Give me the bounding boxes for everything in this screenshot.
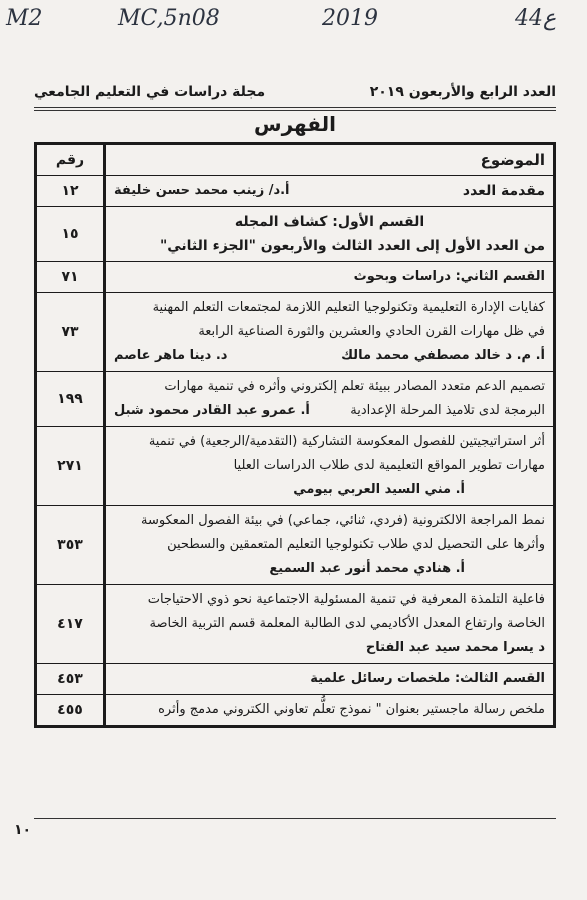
journal-title: مجلة دراسات في التعليم الجامعي: [34, 84, 266, 100]
article-title-line: أثر استراتيجيتين للفصول المعكوسة التشاركية (التقدمية/الرجعية) في تنمية: [148, 434, 545, 449]
table-row: [36, 585, 555, 664]
header-rule-2: [34, 110, 556, 111]
table-row: [36, 372, 555, 427]
article-title-line: ملخص رسالة ماجستير بعنوان " نموذج تعلُّم تعاوني الكتروني مدمج وأثره: [105, 695, 555, 727]
article-author: أ. م. د خالد مصطفي محمد مالك: [341, 348, 545, 363]
header-rule: [34, 107, 556, 108]
table-row: [36, 506, 555, 585]
page-number-cell: ١٥: [36, 207, 105, 262]
article-author: أ. هنادي محمد أنور عبد السميع: [269, 561, 465, 576]
article-title-line: الخاصة وارتفاع المعدل الأكاديمي لدى الطالبة المعلمة قسم التربية الخاصة: [149, 616, 545, 631]
article-title-line: فاعلية التلمذة المعرفية في تنمية المسئولية الاجتماعية نحو ذوي الاحتياجات: [147, 592, 545, 607]
page-number-cell: ٤٥٥: [36, 695, 105, 727]
section-subtitle: من العدد الأول إلى العدد الثالث والأربعون "الجزء الثاني": [159, 238, 545, 254]
article-title-line: تصميم الدعم متعدد المصادر ببيئة تعلم إلكتروني وأثره في تنمية مهارات: [164, 379, 545, 394]
page-number-cell: ١٩٩: [36, 372, 105, 427]
article-author: أ. عمرو عبد القادر محمود شبل: [114, 403, 310, 418]
table-row: [36, 695, 555, 727]
article-title-line: وأثرها على التحصيل لدي طلاب تكنولوجيا التعليم المتعمقين والسطحين: [167, 537, 545, 552]
handwritten-note-4: 44ع: [515, 6, 557, 31]
article-author: د. دينا ماهر عاصم: [114, 348, 228, 363]
table-row: [36, 293, 555, 372]
handwritten-note-3: 2019: [322, 6, 378, 31]
page-number-cell: ٧٣: [36, 293, 105, 372]
page-number-cell: ٧١: [36, 262, 105, 293]
table-row: [36, 207, 555, 262]
section-title: القسم الثاني: دراسات وبحوث: [105, 262, 555, 293]
page-number-cell: ٢٧١: [36, 427, 105, 506]
section-title: القسم الأول: كشاف المجله: [234, 214, 425, 230]
article-title-line: في ظل مهارات القرن الحادي والعشرين والثورة الصناعية الرابعة: [198, 324, 545, 339]
article-title-line: نمط المراجعة الالكترونية (فردي، ثنائي، جماعي) في بيئة الفصول المعكوسة: [141, 513, 545, 528]
issue-label: العدد الرابع والأربعون ٢٠١٩: [369, 84, 556, 100]
page-number-cell: ٤٥٣: [36, 664, 105, 695]
table-header-row: [36, 144, 555, 176]
article-title-line: مهارات تطوير المواقع التعليمية لدى طلاب الدراسات العليا: [233, 458, 545, 473]
article-title-line: البرمجة لدى تلاميذ المرحلة الإعدادية: [350, 403, 545, 418]
footer-rule: [34, 818, 556, 819]
page-number: ١٠: [14, 822, 32, 838]
page-number-cell: ٤١٧: [36, 585, 105, 664]
page-number-cell: ١٢: [36, 176, 105, 207]
table-row: [36, 262, 555, 293]
article-author: د يسرا محمد سيد عبد الفتاح: [365, 640, 545, 655]
page-number-cell: ٣٥٣: [36, 506, 105, 585]
section-title: القسم الثالث: ملخصات رسائل علمية: [105, 664, 555, 695]
table-row: [36, 664, 555, 695]
toc-table: [34, 142, 556, 728]
running-header: [34, 84, 556, 100]
intro-author: أ.د/ زينب محمد حسن خليفة: [114, 183, 290, 198]
article-title-line: كفايات الإدارة التعليمية وتكنولوجيا التعليم اللازمة لمجتمعات التعلم المهنية: [152, 300, 545, 315]
handwritten-note-1: M2: [6, 6, 43, 31]
table-row: [36, 427, 555, 506]
article-author: أ. مني السيد العربي بيومي: [293, 482, 465, 497]
handwritten-note-2: MC,5n08: [118, 6, 220, 31]
intro-label: مقدمة العدد: [462, 183, 545, 199]
toc-title: الفهرس: [253, 112, 336, 136]
table-row: [36, 176, 555, 207]
page-header: رقم: [36, 144, 105, 176]
topic-header: الموضوع: [105, 144, 555, 176]
